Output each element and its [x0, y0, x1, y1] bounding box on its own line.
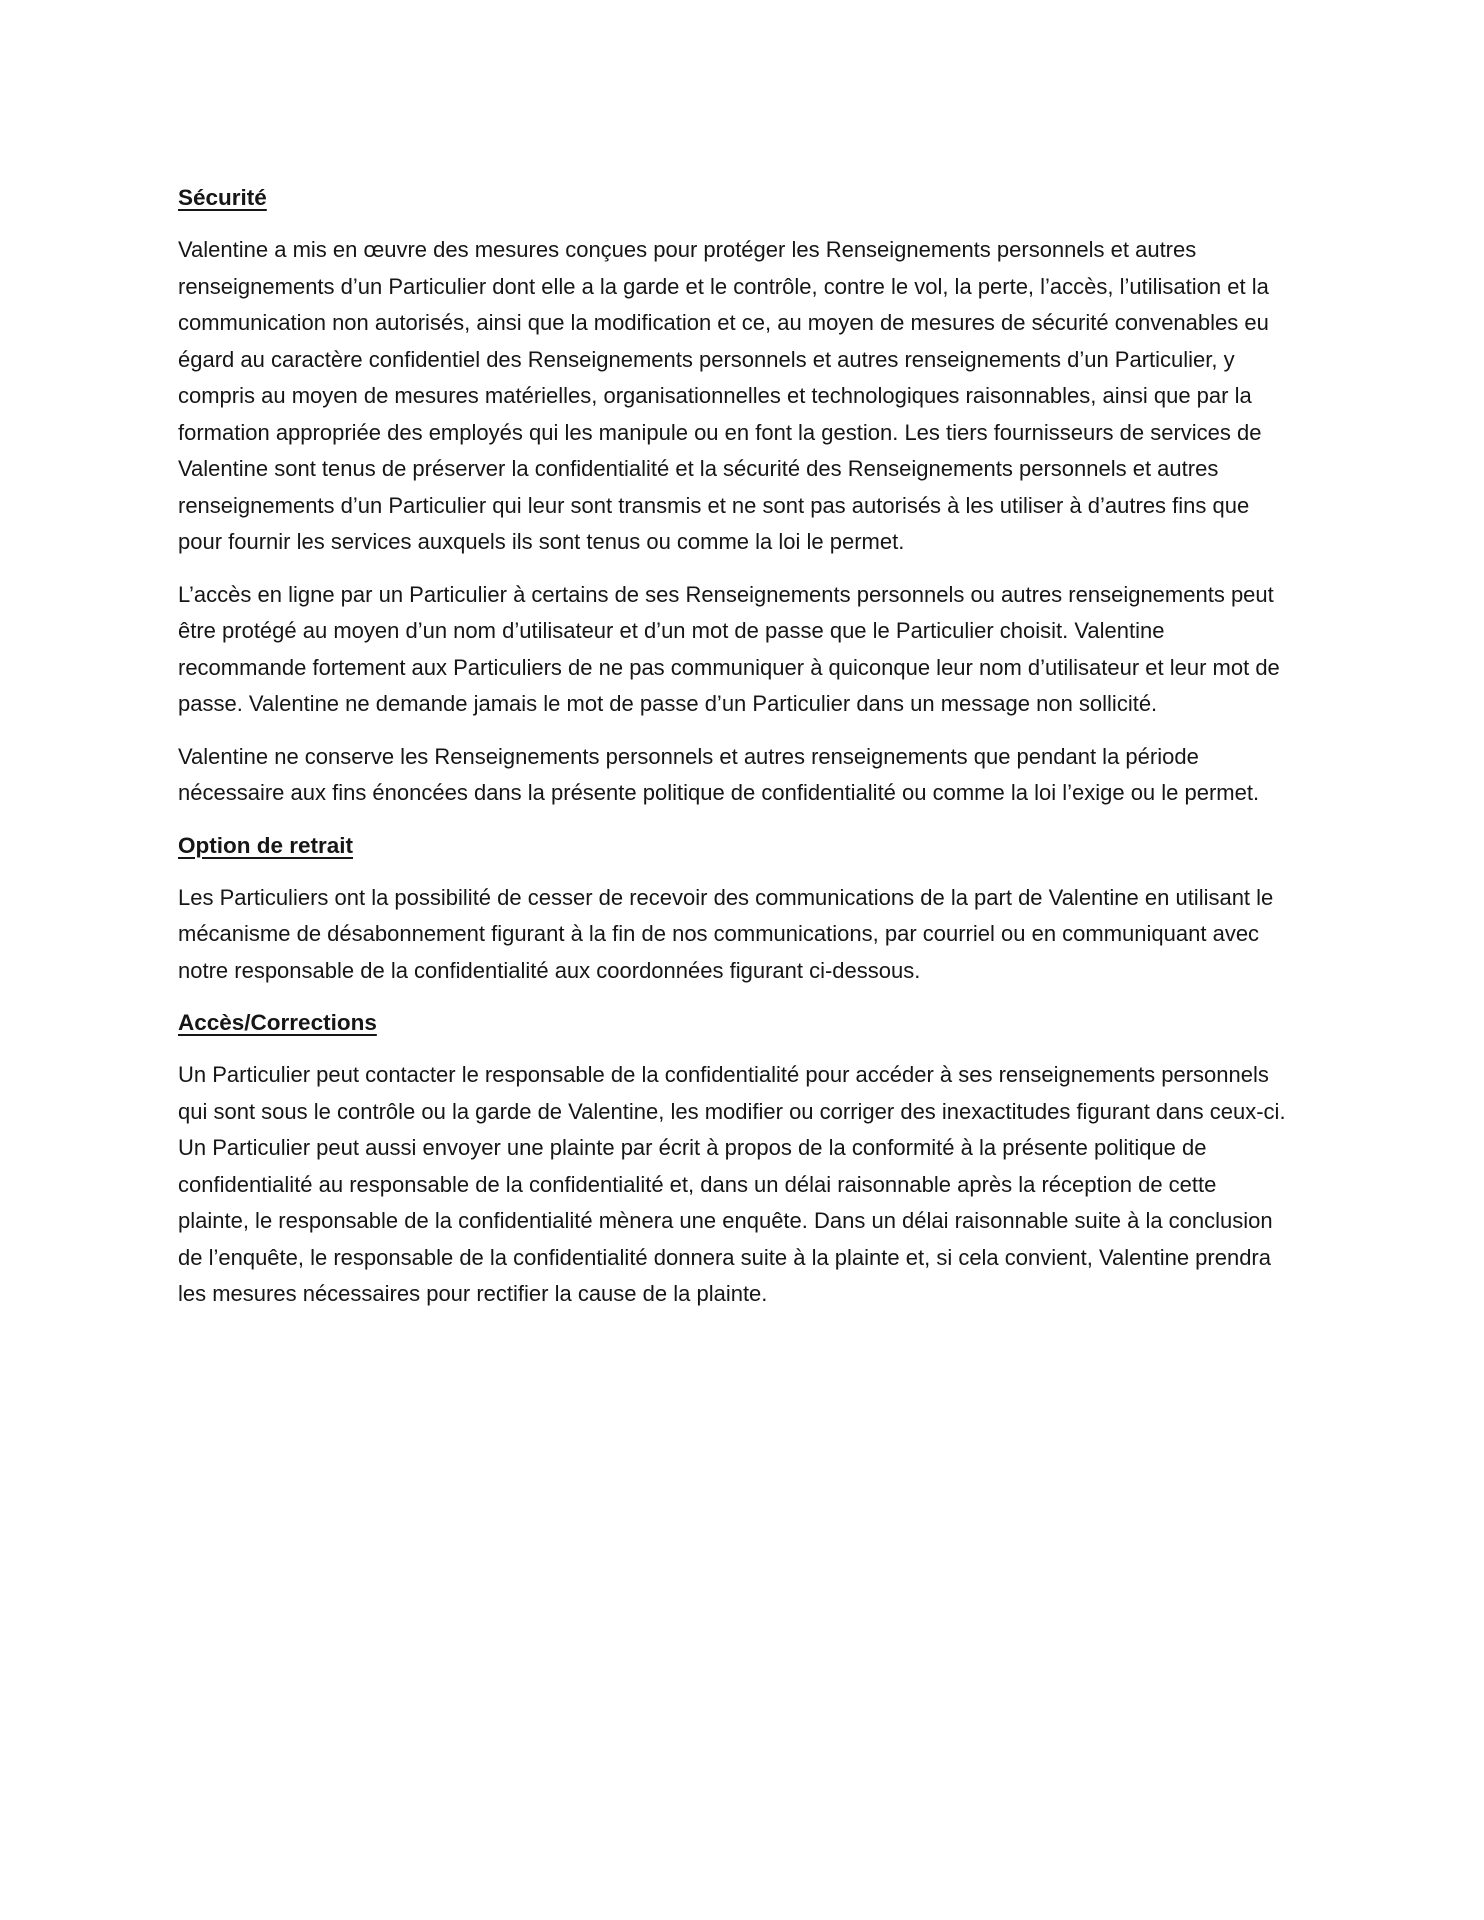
paragraph-access-corrections: Un Particulier peut contacter le responsable de la confidentialité pour accéder à ses renseignements personnels qui sont sous le contrôle ou la garde de Valentine, les modifier ou corriger des inexactitudes figurant dans ceux-ci. Un Particulier peut aussi envoyer une plainte par écrit à propos de la conformité à la présente politique de confidentialité au responsable de la confidentialité et, dans un délai raisonnable après la réception de cette plainte, le responsable de la confidentialité mènera une enquête. Dans un délai raisonnable suite à la conclusion de l’enquête, le responsable de la confidentialité donnera suite à la plainte et, si cela convient, Valentine prendra les mesures nécessaires pour rectifier la cause de la plainte. — [178, 1062, 1286, 1306]
heading-option-de-retrait: Option de retrait — [178, 832, 354, 858]
document-content — [178, 180, 1290, 1313]
paragraph-online-access-password: L’accès en ligne par un Particulier à certains de ses Renseignements personnels ou autres renseignements peut être protégé au moyen d’un nom d’utilisateur et d’un mot de passe que le Particulier choisit. Valentine recommande fortement aux Particuliers de ne pas communiquer à quiconque leur nom d’utilisateur et leur mot de passe. Valentine ne demande jamais le mot de passe d’un Particulier dans un message non sollicité. — [178, 581, 1280, 716]
paragraph-security-measures: Valentine a mis en œuvre des mesures conçues pour protéger les Renseignements personnels et autres renseignements d’un Particulier dont elle a la garde et le contrôle, contre le vol, la perte, l’accès, l’utilisation et la communication non autorisés, ainsi que la modification et ce, au moyen de mesures de sécurité convenables eu égard au caractère confidentiel des Renseignements personnels et autres renseignements d’un Particulier, y compris au moyen de mesures matérielles, organisationnelles et technologiques raisonnables, ainsi que par la formation appropriée des employés qui les manipule ou en font la gestion. Les tiers fournisseurs de services de Valentine sont tenus de préserver la confidentialité et la sécurité des Renseignements personnels et autres renseignements d’un Particulier qui leur sont transmis et ne sont pas autorisés à les utiliser à d’autres fins que pour fournir les services auxquels ils sont tenus ou comme la loi le permet. — [178, 237, 1269, 554]
paragraph-opt-out: Les Particuliers ont la possibilité de cesser de recevoir des communications de la part de Valentine en utilisant le mécanisme de désabonnement figurant à la fin de nos communications, par courriel ou en communiquant avec notre responsable de la confidentialité aux coordonnées figurant ci-dessous. — [178, 884, 1274, 983]
paragraph-retention: Valentine ne conserve les Renseignements personnels et autres renseignements que pendant la période nécessaire aux fins énoncées dans la présente politique de confidentialité ou comme la loi l’exige ou le permet. — [178, 743, 1260, 805]
heading-securite: Sécurité — [178, 185, 267, 210]
heading-acces-corrections: Accès/Corrections — [178, 1010, 377, 1035]
